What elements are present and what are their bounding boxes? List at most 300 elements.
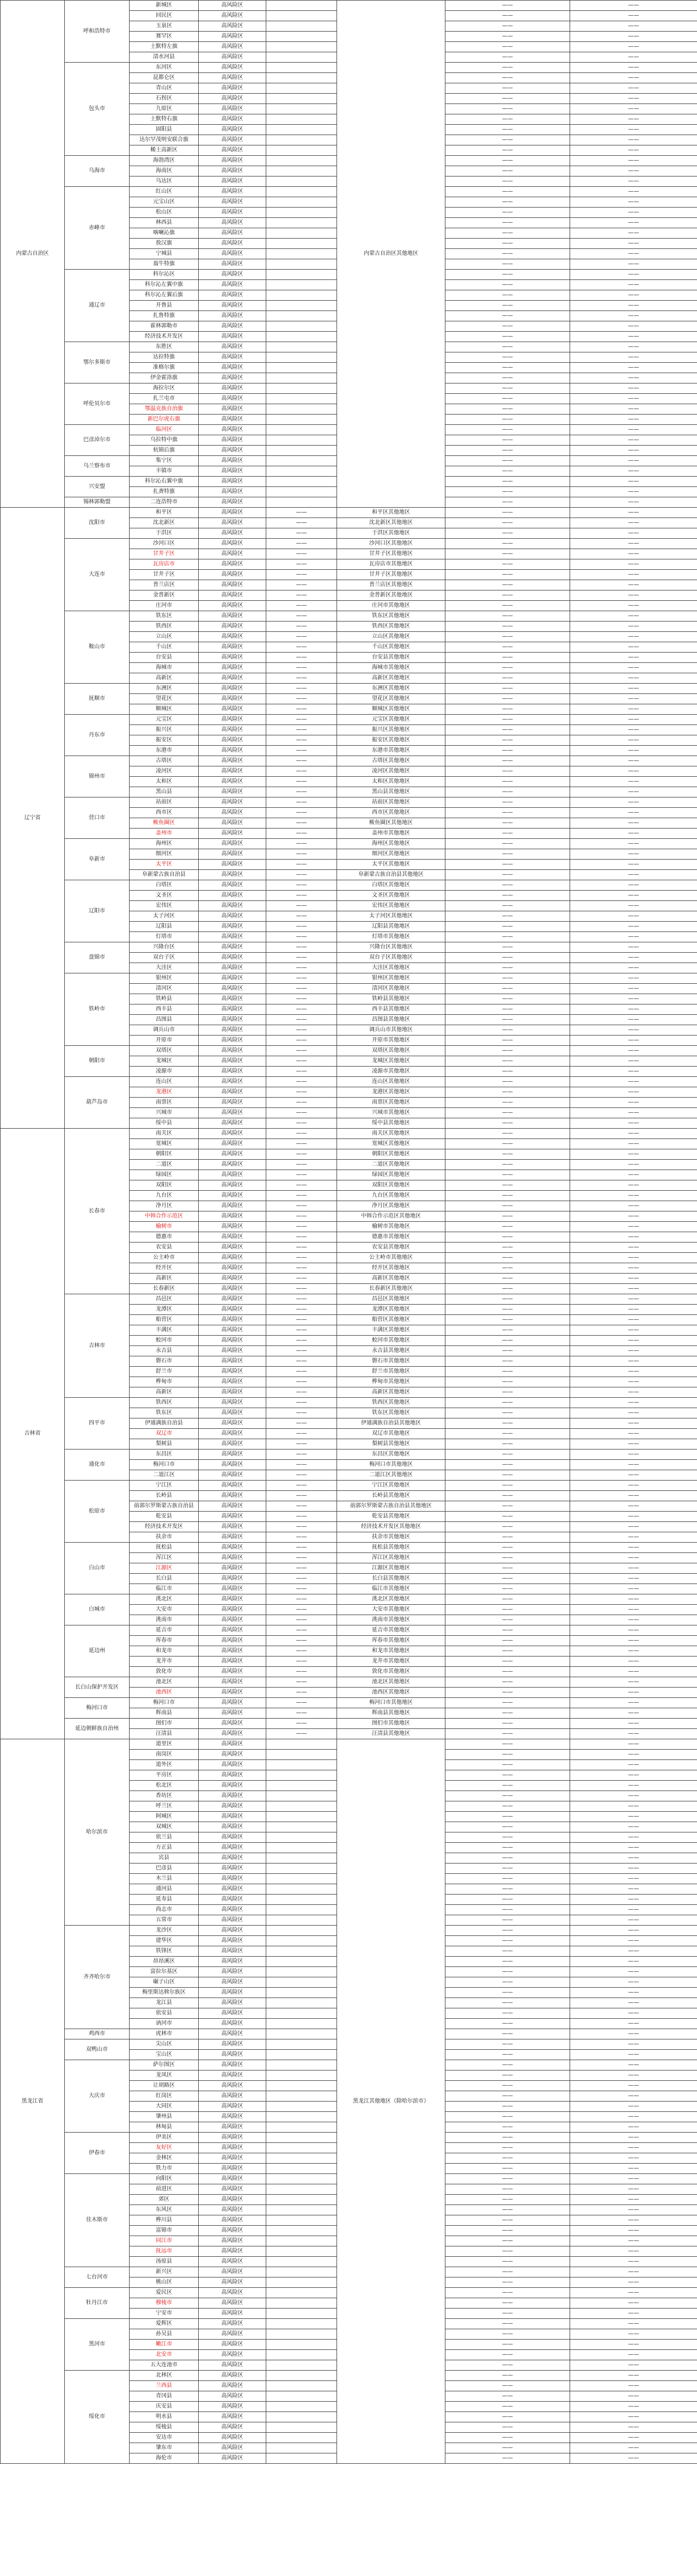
district-cell: 土默特左旗 (130, 42, 199, 52)
other-area-cell: 临江市其他地区 (337, 1584, 445, 1594)
dash-cell (266, 2143, 337, 2153)
dash-cell: —— (570, 1522, 697, 1532)
dash-cell: —— (445, 52, 570, 63)
district-cell: 建华区 (130, 1936, 199, 1946)
risk-level-cell: 高风险区 (199, 11, 266, 21)
other-area-cell: 伊通满族自治县其他地区 (337, 1418, 445, 1429)
dash-cell: —— (570, 2246, 697, 2257)
dash-cell: —— (570, 1439, 697, 1450)
dash-cell (266, 208, 337, 218)
dash-cell: —— (570, 373, 697, 383)
risk-level-cell: 高风险区 (199, 539, 266, 549)
dash-cell: —— (266, 818, 337, 829)
dash-cell: —— (445, 559, 570, 570)
risk-level-cell: 高风险区 (199, 404, 266, 415)
dash-cell (266, 321, 337, 332)
dash-cell: —— (570, 2329, 697, 2340)
risk-level-cell: 高风险区 (199, 321, 266, 332)
dash-cell: —— (445, 518, 570, 528)
dash-cell: —— (570, 1367, 697, 1377)
dash-cell: —— (570, 2184, 697, 2195)
dash-cell: —— (570, 1781, 697, 1791)
dash-cell (266, 2112, 337, 2122)
risk-level-cell: 高风险区 (199, 1491, 266, 1501)
dash-cell: —— (445, 2050, 570, 2060)
province-cell: 辽宁省 (1, 508, 65, 1129)
dash-cell (266, 394, 337, 404)
dash-cell: —— (445, 1501, 570, 1512)
dash-cell: —— (445, 2381, 570, 2391)
dash-cell: —— (266, 611, 337, 622)
dash-cell: —— (445, 11, 570, 21)
dash-cell: —— (266, 1077, 337, 1087)
district-cell: 瓦房店市 (130, 559, 199, 570)
dash-cell (266, 104, 337, 114)
dash-cell: —— (445, 1367, 570, 1377)
dash-cell: —— (570, 1832, 697, 1843)
dash-cell: —— (570, 2288, 697, 2298)
city-cell: 绥化市 (65, 2371, 130, 2464)
dash-cell: —— (266, 1532, 337, 1543)
district-cell: 船营区 (130, 1315, 199, 1325)
risk-level-cell: 高风险区 (199, 42, 266, 52)
risk-level-cell: 高风险区 (199, 1967, 266, 1977)
other-area-cell: 开原市其他地区 (337, 1036, 445, 1046)
risk-level-cell: 高风险区 (199, 2277, 266, 2288)
district-cell: 石拐区 (130, 94, 199, 104)
dash-cell (266, 259, 337, 270)
dash-cell: —— (445, 1801, 570, 1812)
risk-level-cell: 高风险区 (199, 1429, 266, 1439)
dash-cell: —— (570, 756, 697, 766)
dash-cell: —— (445, 104, 570, 114)
dash-cell: —— (445, 1460, 570, 1470)
risk-level-cell: 高风险区 (199, 590, 266, 601)
district-cell: 回民区 (130, 11, 199, 21)
risk-level-cell: 高风险区 (199, 725, 266, 735)
dash-cell: —— (266, 1067, 337, 1077)
dash-cell: —— (570, 766, 697, 777)
district-cell: 双塔区 (130, 1046, 199, 1056)
dash-cell: —— (570, 1739, 697, 1750)
district-cell: 五常市 (130, 1915, 199, 1926)
district-cell: 二连浩特市 (130, 497, 199, 508)
table-row (1, 1077, 697, 1087)
dash-cell (266, 425, 337, 435)
dash-cell: —— (570, 218, 697, 228)
risk-level-cell: 高风险区 (199, 1781, 266, 1791)
dash-cell (266, 2329, 337, 2340)
dash-cell: —— (445, 2350, 570, 2360)
dash-cell: —— (445, 1408, 570, 1418)
risk-level-cell: 高风险区 (199, 1801, 266, 1812)
dash-cell (266, 477, 337, 487)
dash-cell: —— (570, 2443, 697, 2453)
dash-cell: —— (570, 2153, 697, 2164)
district-cell: 凌河区 (130, 766, 199, 777)
dash-cell: —— (445, 1936, 570, 1946)
risk-level-cell: 高风险区 (199, 2050, 266, 2060)
district-cell: 太子河区 (130, 911, 199, 922)
dash-cell: —— (570, 176, 697, 187)
risk-level-cell: 高风险区 (199, 1098, 266, 1108)
dash-cell: —— (570, 1222, 697, 1232)
dash-cell: —— (445, 528, 570, 539)
risk-level-cell: 高风险区 (199, 415, 266, 425)
risk-level-cell: 高风险区 (199, 932, 266, 942)
dash-cell: —— (445, 1325, 570, 1336)
district-cell: 让胡路区 (130, 2081, 199, 2091)
dash-cell: —— (570, 21, 697, 32)
dash-cell: —— (445, 2309, 570, 2319)
dash-cell (266, 342, 337, 352)
risk-level-cell: 高风险区 (199, 1481, 266, 1491)
dash-cell: —— (445, 870, 570, 880)
risk-level-cell: 高风险区 (199, 1926, 266, 1936)
dash-cell: —— (266, 1191, 337, 1201)
city-cell: 通辽市 (65, 270, 130, 342)
risk-level-cell: 高风险区 (199, 456, 266, 466)
dash-cell (266, 2122, 337, 2133)
district-cell: 梨树县 (130, 1439, 199, 1450)
other-area-cell: 梅河口市其他地区 (337, 1460, 445, 1470)
risk-level-cell: 高风险区 (199, 2309, 266, 2319)
other-area-cell: 沈北新区其他地区 (337, 518, 445, 528)
risk-level-cell: 高风险区 (199, 1336, 266, 1346)
other-area-cell: 文圣区其他地区 (337, 891, 445, 901)
dash-cell: —— (570, 1874, 697, 1884)
risk-level-cell: 高风险区 (199, 1584, 266, 1594)
dash-cell: —— (445, 1098, 570, 1108)
risk-level-cell: 高风险区 (199, 849, 266, 860)
risk-level-cell: 高风险区 (199, 2329, 266, 2340)
dash-cell: —— (445, 342, 570, 352)
risk-level-cell: 高风险区 (199, 63, 266, 73)
dash-cell: —— (266, 601, 337, 611)
dash-cell: —— (445, 2019, 570, 2029)
other-area-cell: 银州区其他地区 (337, 973, 445, 984)
city-cell: 巴彦淖尔市 (65, 425, 130, 456)
risk-level-cell: 高风险区 (199, 104, 266, 114)
dash-cell: —— (445, 1201, 570, 1211)
other-area-cell: 西丰县其他地区 (337, 1004, 445, 1015)
dash-cell (266, 1750, 337, 1760)
dash-cell: —— (266, 1253, 337, 1263)
dash-cell: —— (445, 2298, 570, 2309)
dash-cell: —— (570, 1594, 697, 1605)
dash-cell: —— (570, 1139, 697, 1149)
dash-cell (266, 94, 337, 104)
dash-cell: —— (445, 166, 570, 176)
dash-cell: —— (266, 559, 337, 570)
dash-cell: —— (445, 1336, 570, 1346)
dash-cell: —— (266, 1563, 337, 1574)
dash-cell: —— (445, 2391, 570, 2402)
dash-cell: —— (445, 984, 570, 994)
dash-cell: —— (445, 2029, 570, 2039)
other-area-cell: 东昌区其他地区 (337, 1450, 445, 1460)
province-cell: 吉林省 (1, 1129, 65, 1739)
risk-level-cell: 高风险区 (199, 1418, 266, 1429)
risk-level-cell: 高风险区 (199, 1346, 266, 1356)
dash-cell: —— (570, 11, 697, 21)
risk-level-cell: 高风险区 (199, 2019, 266, 2029)
city-cell: 鄂尔多斯市 (65, 342, 130, 383)
dash-cell: —— (570, 1118, 697, 1129)
dash-cell: —— (570, 2081, 697, 2091)
dash-cell: —— (570, 187, 697, 197)
dash-cell: —— (570, 611, 697, 622)
risk-level-cell: 高风险区 (199, 1512, 266, 1522)
risk-level-cell: 高风险区 (199, 622, 266, 632)
city-cell: 吉林市 (65, 1294, 130, 1398)
risk-level-cell: 高风险区 (199, 1243, 266, 1253)
dash-cell: —— (570, 446, 697, 456)
dash-cell (266, 145, 337, 156)
other-area-cell: 阜新蒙古族自治县其他地区 (337, 870, 445, 880)
risk-level-cell: 高风险区 (199, 125, 266, 135)
risk-level-cell: 高风险区 (199, 290, 266, 301)
district-cell: 龙江县 (130, 1998, 199, 2008)
dash-cell: —— (266, 1387, 337, 1398)
city-cell: 黑河市 (65, 2319, 130, 2371)
dash-cell: —— (445, 1025, 570, 1036)
table-row (1, 1129, 697, 1139)
dash-cell: —— (445, 2402, 570, 2412)
dash-cell: —— (445, 249, 570, 259)
other-area-cell: 长春新区其他地区 (337, 1284, 445, 1294)
district-cell: 双台子区 (130, 953, 199, 963)
dash-cell: —— (445, 694, 570, 704)
risk-level-cell: 高风险区 (199, 1532, 266, 1543)
dash-cell: —— (570, 208, 697, 218)
district-cell: 海南区 (130, 166, 199, 176)
risk-level-cell: 高风险区 (199, 1191, 266, 1201)
dash-cell: —— (266, 1356, 337, 1367)
risk-level-cell: 高风险区 (199, 1305, 266, 1315)
dash-cell: —— (445, 2288, 570, 2298)
risk-level-cell: 高风险区 (199, 487, 266, 497)
dash-cell: —— (445, 2226, 570, 2236)
district-cell: 甘井子区 (130, 549, 199, 559)
dash-cell (266, 1843, 337, 1853)
dash-cell: —— (570, 1957, 697, 1967)
dash-cell: —— (570, 1460, 697, 1470)
risk-level-cell: 高风险区 (199, 2143, 266, 2153)
other-area-cell: 太平区其他地区 (337, 860, 445, 870)
risk-level-cell: 高风险区 (199, 435, 266, 446)
dash-cell: —— (570, 383, 697, 394)
dash-cell: —— (266, 839, 337, 849)
dash-cell: —— (570, 73, 697, 83)
dash-cell: —— (445, 290, 570, 301)
risk-level-cell: 高风险区 (199, 2195, 266, 2205)
dash-cell: —— (570, 673, 697, 684)
dash-cell (266, 2174, 337, 2184)
dash-cell: —— (570, 2215, 697, 2226)
dash-cell (266, 311, 337, 321)
dash-cell: —— (266, 1688, 337, 1698)
dash-cell: —— (445, 642, 570, 653)
dash-cell: —— (445, 1129, 570, 1139)
dash-cell (266, 2443, 337, 2453)
dash-cell: —— (445, 715, 570, 725)
risk-level-cell: 高风险区 (199, 363, 266, 373)
dash-cell: —— (266, 829, 337, 839)
city-cell: 呼伦贝尔市 (65, 383, 130, 425)
dash-cell (266, 2371, 337, 2381)
dash-cell: —— (570, 1294, 697, 1305)
dash-cell: —— (570, 2060, 697, 2070)
other-area-cell: 长岭县其他地区 (337, 1491, 445, 1501)
dash-cell: —— (445, 1522, 570, 1532)
district-cell: 池西区 (130, 1688, 199, 1698)
dash-cell: —— (570, 2402, 697, 2412)
dash-cell: —— (445, 135, 570, 145)
dash-cell: —— (266, 1408, 337, 1418)
dash-cell: —— (266, 1056, 337, 1067)
dash-cell: —— (445, 94, 570, 104)
city-cell: 赤峰市 (65, 187, 130, 270)
dash-cell: —— (445, 2081, 570, 2091)
risk-level-cell: 高风险区 (199, 332, 266, 342)
dash-cell: —— (445, 1832, 570, 1843)
district-cell: 古塔区 (130, 756, 199, 766)
dash-cell: —— (570, 642, 697, 653)
dash-cell: —— (266, 1367, 337, 1377)
dash-cell: —— (266, 673, 337, 684)
district-cell: 松山区 (130, 208, 199, 218)
risk-level-cell: 高风险区 (199, 1398, 266, 1408)
dash-cell: —— (266, 994, 337, 1004)
dash-cell (266, 497, 337, 508)
district-cell: 新兴区 (130, 2267, 199, 2277)
risk-level-cell: 高风险区 (199, 2070, 266, 2081)
district-cell: 高新区 (130, 673, 199, 684)
dash-cell (266, 2277, 337, 2288)
dash-cell: —— (266, 1004, 337, 1015)
dash-cell: —— (570, 1936, 697, 1946)
dash-cell: —— (570, 1377, 697, 1387)
other-area-cell: 金普新区其他地区 (337, 590, 445, 601)
district-cell: 连山区 (130, 1077, 199, 1087)
district-cell: 二道区 (130, 1160, 199, 1170)
district-cell: 九原区 (130, 104, 199, 114)
risk-level-cell: 高风险区 (199, 1263, 266, 1274)
dash-cell: —— (570, 2381, 697, 2391)
other-area-cell: 昌图县其他地区 (337, 1015, 445, 1025)
dash-cell: —— (570, 1864, 697, 1874)
risk-level-cell: 高风险区 (199, 2081, 266, 2091)
dash-cell: —— (445, 1688, 570, 1698)
risk-level-cell: 高风险区 (199, 1025, 266, 1036)
dash-cell: —— (445, 332, 570, 342)
dash-cell: —— (570, 2453, 697, 2464)
dash-cell (266, 456, 337, 466)
dash-cell (266, 2381, 337, 2391)
dash-cell: —— (266, 1149, 337, 1160)
dash-cell: —— (570, 1698, 697, 1708)
table-row (1, 756, 697, 766)
other-area-cell: 农安县其他地区 (337, 1243, 445, 1253)
risk-level-cell: 高风险区 (199, 425, 266, 435)
risk-level-cell: 高风险区 (199, 1977, 266, 1988)
dash-cell: —— (266, 1439, 337, 1450)
city-cell: 锦州市 (65, 756, 130, 797)
dash-cell: —— (570, 94, 697, 104)
district-cell: 元宝区 (130, 715, 199, 725)
city-cell: 抚顺市 (65, 684, 130, 715)
dash-cell: —— (266, 735, 337, 746)
dash-cell: —— (570, 1232, 697, 1243)
other-area-cell: 净月区其他地区 (337, 1201, 445, 1211)
risk-level-cell: 高风险区 (199, 1853, 266, 1864)
other-area-cell: 龙井市其他地区 (337, 1657, 445, 1667)
dash-cell: —— (266, 1553, 337, 1563)
dash-cell: —— (266, 766, 337, 777)
other-area-cell: 古塔区其他地区 (337, 756, 445, 766)
dash-cell: —— (266, 1180, 337, 1191)
district-cell: 丰镇市 (130, 466, 199, 477)
district-cell: 道外区 (130, 1760, 199, 1770)
dash-cell: —— (266, 1636, 337, 1646)
dash-cell (266, 1, 337, 11)
dash-cell: —— (570, 1895, 697, 1905)
dash-cell: —— (445, 1967, 570, 1977)
risk-level-cell: 高风险区 (199, 2443, 266, 2453)
other-area-cell: 西市区其他地区 (337, 808, 445, 818)
district-cell: 鲅鱼圈区 (130, 818, 199, 829)
other-area-cell: 太子河区其他地区 (337, 911, 445, 922)
dash-cell (266, 280, 337, 290)
district-cell: 朝阳区 (130, 1149, 199, 1160)
dash-cell: —— (266, 1170, 337, 1180)
risk-level-cell: 高风险区 (199, 2236, 266, 2246)
other-area-cell: 灯塔市其他地区 (337, 932, 445, 942)
dash-cell: —— (570, 1491, 697, 1501)
district-cell: 爱民区 (130, 2288, 199, 2298)
dash-cell: —— (570, 1129, 697, 1139)
dash-cell: —— (445, 1729, 570, 1739)
risk-level-cell: 高风险区 (199, 2174, 266, 2184)
other-area-cell: 太和区其他地区 (337, 777, 445, 787)
other-area-cell: 绿园区其他地区 (337, 1170, 445, 1180)
dash-cell: —— (445, 2122, 570, 2133)
table-row (1, 539, 697, 549)
city-cell: 乌兰察布市 (65, 456, 130, 477)
other-area-cell: 白塔区其他地区 (337, 880, 445, 891)
dash-cell: —— (570, 2257, 697, 2267)
other-area-cell: 绥中县其他地区 (337, 1118, 445, 1129)
risk-level-cell: 高风险区 (199, 218, 266, 228)
dash-cell: —— (445, 1594, 570, 1605)
risk-level-cell: 高风险区 (199, 187, 266, 197)
dash-cell (266, 363, 337, 373)
risk-level-cell: 高风险区 (199, 1470, 266, 1481)
table-row (1, 1, 697, 11)
risk-level-cell: 高风险区 (199, 808, 266, 818)
dash-cell: —— (445, 2412, 570, 2422)
risk-level-cell: 高风险区 (199, 1812, 266, 1822)
district-cell: 扎兰屯市 (130, 394, 199, 404)
dash-cell: —— (445, 922, 570, 932)
dash-cell: —— (266, 725, 337, 735)
dash-cell: —— (445, 1625, 570, 1636)
dash-cell (266, 2236, 337, 2246)
risk-level-cell: 高风险区 (199, 166, 266, 176)
dash-cell: —— (570, 1015, 697, 1025)
dash-cell: —— (445, 1356, 570, 1367)
